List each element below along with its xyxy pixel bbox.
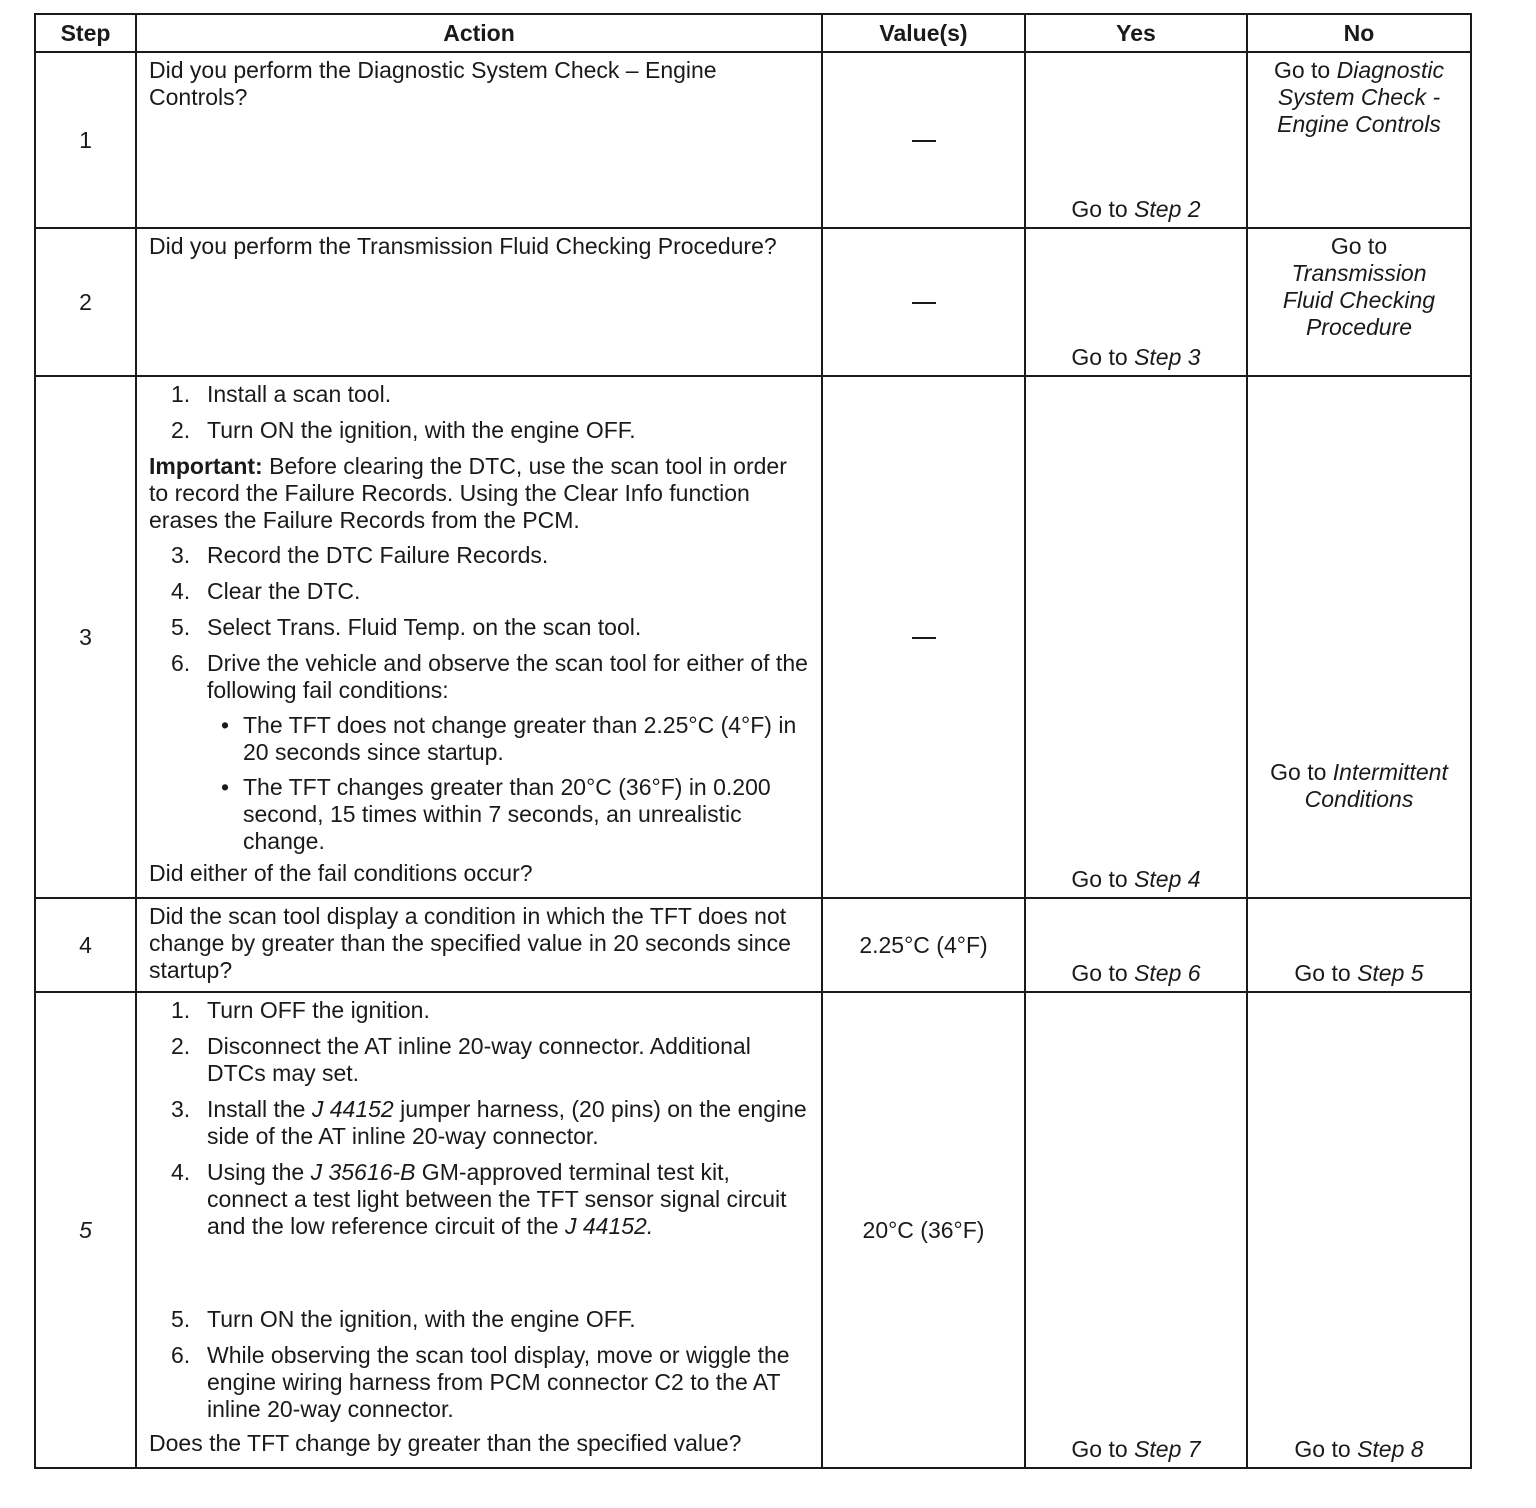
tool-reference: J 44152. [564,1213,654,1239]
item-text: Clear the DTC. [207,578,361,604]
item-number: 5. [171,614,191,640]
no-prefix: Go to [1294,1436,1358,1462]
yes-cell [1025,228,1247,376]
value-cell [822,376,1025,898]
no-cell [1247,376,1471,898]
item-number: 6. [171,650,191,676]
action-cell [136,228,822,376]
yes-prefix: Go to [1071,344,1135,370]
item-text: Turn ON the ignition, with the engine OFF. [207,417,636,443]
table-row [35,898,1471,992]
no-cell [1247,52,1471,228]
value-cell: 20°C (36°F) [822,992,1025,1468]
table-row [35,992,1471,1468]
no-prefix: Go to [1294,960,1358,986]
list-item [149,578,811,605]
action-text: Did the scan tool display a condition in which the TFT does not change by greater than the specified value in 20 seconds since startup? [149,903,791,983]
yes-link[interactable]: Step 4 [1134,866,1201,892]
table-row [35,228,1471,376]
list-item [149,542,811,569]
list-item [149,1342,811,1423]
item-text: Turn OFF the ignition. [207,997,430,1023]
yes-cell [1025,898,1247,992]
bullet-text: The TFT does not change greater than 2.25°C (4°F) in 20 seconds since startup. [243,712,797,765]
item-text: Turn ON the ignition, with the engine OFF. [207,1306,636,1332]
table-row [35,376,1471,898]
procedure-list [149,542,811,855]
yes-cell [1025,376,1247,898]
yes-prefix: Go to [1071,866,1135,892]
yes-cell [1025,52,1247,228]
action-text: Did you perform the Transmission Fluid Checking Procedure? [149,233,777,259]
table-row [35,52,1471,228]
item-text: Record the DTC Failure Records. [207,542,549,568]
item-number: 2. [171,1033,191,1059]
item-number: 3. [171,542,191,568]
list-item [149,1306,811,1333]
value-dash [912,140,936,142]
list-item [149,997,811,1024]
no-link[interactable]: Step 5 [1357,960,1424,986]
yes-prefix: Go to [1071,196,1135,222]
fail-conditions-list [207,712,811,855]
col-header-no: No [1247,14,1471,52]
value-dash [912,302,936,304]
item-text-pre: Using the [207,1159,311,1185]
col-header-yes: Yes [1025,14,1247,52]
no-cell [1247,992,1471,1468]
important-note [149,453,811,534]
no-cell [1247,228,1471,376]
step-number: 4 [35,898,136,992]
item-number: 1. [171,997,191,1023]
list-item [149,417,811,444]
list-item [149,1096,811,1150]
col-header-action: Action [136,14,822,52]
list-item [149,1159,811,1240]
step-number: 5 [35,992,136,1468]
no-cell [1247,898,1471,992]
item-text-pre: Install the [207,1096,312,1122]
yes-cell [1025,992,1247,1468]
yes-link[interactable]: Step 3 [1134,344,1201,370]
action-cell [136,898,822,992]
bullet-item [207,774,811,855]
item-text: Install a scan tool. [207,381,392,407]
step-number: 3 [35,376,136,898]
value-cell [822,228,1025,376]
no-prefix: Go to [1330,233,1388,259]
tool-reference: J 44152 [311,1096,394,1122]
item-number: 5. [171,1306,191,1332]
item-number: 4. [171,1159,191,1185]
action-cell [136,52,822,228]
item-number: 4. [171,578,191,604]
important-label: Important: [149,453,263,479]
action-text: Did you perform the Diagnostic System Check – Engine Controls? [149,57,717,110]
col-header-values: Value(s) [822,14,1025,52]
action-question: Did either of the fail conditions occur? [149,860,533,886]
list-spacer [149,1249,811,1297]
item-number: 6. [171,1342,191,1368]
bullet-text: The TFT changes greater than 20°C (36°F) in 0.200 second, 15 times within 7 seconds, an unrealistic change. [243,774,771,854]
yes-link[interactable]: Step 6 [1134,960,1201,986]
item-number: 2. [171,417,191,443]
action-cell [136,992,822,1468]
no-link[interactable]: Step 8 [1357,1436,1424,1462]
list-item [149,381,811,408]
no-prefix: Go to [1270,759,1333,785]
value-cell: 2.25°C (4°F) [822,898,1025,992]
value-cell [822,52,1025,228]
item-number: 3. [171,1096,191,1122]
item-text-post: jumper harness, (20 pins) on the engine side of the AT inline 20-way connector. [207,1096,807,1149]
important-text: Before clearing the DTC, use the scan tool in order to record the Failure Records. Using the Clear Info function erases the Failure Records from the PCM. [149,453,787,533]
list-item [149,1033,811,1087]
item-text: Drive the vehicle and observe the scan tool for either of the following fail conditions: [207,650,808,703]
action-question: Does the TFT change by greater than the specified value? [149,1430,742,1456]
item-text: Disconnect the AT inline 20-way connector. Additional DTCs may set. [207,1033,751,1086]
yes-link[interactable]: Step 2 [1134,196,1201,222]
action-cell [136,376,822,898]
item-number: 1. [171,381,191,407]
yes-link[interactable]: Step 7 [1134,1436,1201,1462]
item-text: Select Trans. Fluid Temp. on the scan tool. [207,614,642,640]
no-link[interactable]: Intermittent Conditions [1304,759,1448,812]
diagnostic-table [34,13,1472,1469]
header-row [35,14,1471,52]
no-link[interactable]: Transmission Fluid Checking Procedure [1282,260,1436,340]
step-number: 2 [35,228,136,376]
bullet-item [207,712,811,766]
list-item [149,614,811,641]
procedure-list [149,997,811,1423]
item-text-post: GM-approved terminal test kit, connect a test light between the TFT sensor signal circuit and the low reference circuit of the [207,1159,787,1239]
yes-prefix: Go to [1071,960,1135,986]
bullet-icon: • [221,712,230,738]
list-item [149,650,811,855]
yes-prefix: Go to [1071,1436,1135,1462]
no-link[interactable]: Diagnostic System Check - Engine Controls [1277,57,1445,137]
item-text: While observing the scan tool display, move or wiggle the engine wiring harness from PCM connector C2 to the AT inline 20-way connector. [207,1342,790,1422]
col-header-step: Step [35,14,136,52]
value-dash [912,637,936,639]
step-number: 1 [35,52,136,228]
no-prefix: Go to [1273,57,1337,83]
tool-reference: J 35616-B [310,1159,416,1185]
procedure-list [149,381,811,444]
bullet-icon: • [221,774,230,800]
